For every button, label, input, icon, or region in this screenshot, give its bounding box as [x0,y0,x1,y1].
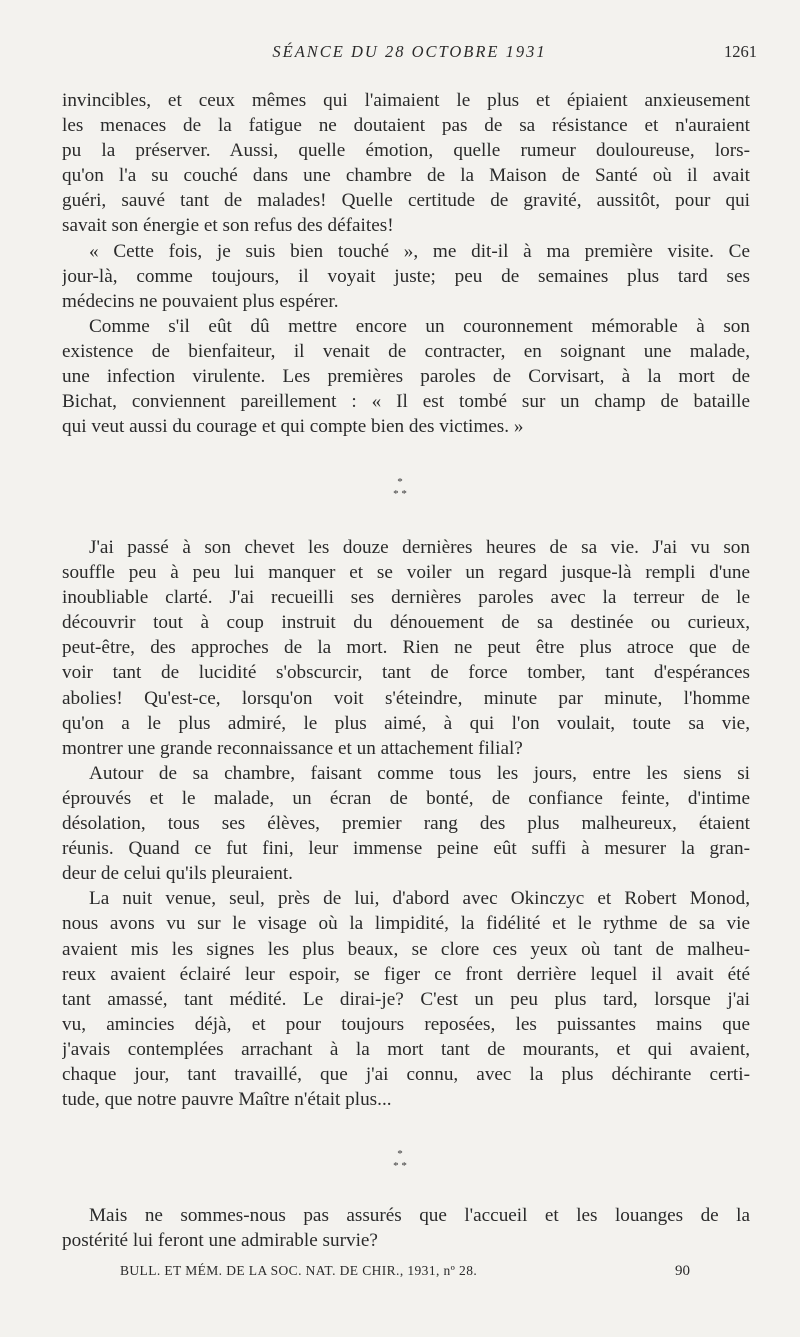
text-line: abolies! Qu'est-ce, lorsqu'on voit s'éteindre, minute par minute, l'homme [62,687,750,709]
journal-citation: BULL. ET MÉM. DE LA SOC. NAT. DE CHIR., 1931, nº 28. [120,1263,478,1278]
text-line: réunis. Quand ce fut fini, leur immense peine eût suffi à mesurer la gran- [62,838,750,860]
text-line: voir tant de lucidité s'obscurcir, tant de force tomber, tant d'espérances [62,662,750,684]
text-line: souffle peu à peu lui manquer et se voiler un regard jusque-là rempli d'une [62,562,750,584]
text-line: les menaces de la fatigue ne doutaient pas de sa résistance et n'auraient [62,115,750,137]
text-line: qu'on a le plus admiré, le plus aimé, à qui l'on voulait, toute sa vie, [62,712,750,734]
section-2-text [62,535,750,1112]
text-line: découvrir tout à coup instruit du dénouement de sa destinée ou curieux, [62,612,750,634]
text-line: qui veut aussi du courage et qui compte bien des victimes. » [62,416,524,438]
text-line: La nuit venue, seul, près de lui, d'abord avec Okinczyc et Robert Monod, [89,888,750,910]
text-line: « Cette fois, je suis bien touché », me dit-il à ma première visite. Ce [89,240,750,262]
text-line: qu'on l'a su couché dans une chambre de la Maison de Santé où il avait [62,165,750,187]
text-line: médecins ne pouvaient plus espérer. [62,290,339,312]
text-line: nous avons vu sur le visage où la limpidité, la fidélité et le rythme de sa vie [62,913,750,935]
text-line: Autour de sa chambre, faisant comme tous les jours, entre les siens si [89,762,750,784]
section-3-text [62,1203,750,1253]
text-line: reux avaient éclairé leur espoir, se figer ce front derrière lequel il avait été [62,963,750,985]
text-line: j'avais contemplées arrachant à la mort tant de mourants, et qui avaient, [62,1038,750,1060]
text-line: Mais ne sommes-nous pas assurés que l'accueil et les louanges de la [89,1205,750,1226]
text-line: guéri, sauvé tant de malades! Quelle certitude de gravité, aussitôt, pour qui [62,190,750,212]
text-line: désolation, tous ses élèves, premier rang des plus malheureux, étaient [62,813,750,835]
text-line: Bichat, conviennent pareillement : « Il est tombé sur un champ de bataille [62,391,750,413]
text-line: chaque jour, tant travaillé, que j'ai connu, avec la plus déchirante certi- [62,1063,750,1085]
section-break-asterism: * * * [393,1148,407,1172]
text-line: deur de celui qu'ils pleuraient. [62,863,293,885]
page-header [62,42,757,66]
text-line: Comme s'il eût dû mettre encore un couronnement mémorable à son [89,315,750,337]
text-line: invincibles, et ceux mêmes qui l'aimaient le plus et épiaient anxieusement [62,90,750,111]
text-line: J'ai passé à son chevet les douze dernières heures de sa vie. J'ai vu son [89,537,750,558]
text-line: tude, que notre pauvre Maître n'était plus... [62,1089,392,1111]
page-footer [120,1263,690,1285]
text-line: postérité lui feront une admirable survie? [62,1230,378,1252]
text-line: savait son énergie et son refus des défaites! [62,215,394,237]
page-number: 1261 [724,42,757,61]
text-line: une infection virulente. Les premières paroles de Corvisart, à la mort de [62,366,750,388]
text-line: avaient mis les signes les plus beaux, se clore ces yeux où tant de malheu- [62,938,750,960]
text-line: éprouvés et le malade, un écran de bonté, de confiance feinte, d'intime [62,787,750,809]
signature-mark: 90 [675,1263,690,1279]
text-line: existence de bienfaiteur, il venait de contracter, en soignant une malade, [62,340,750,362]
running-head: SÉANCE DU 28 OCTOBRE 1931 [272,42,547,61]
text-line: tant amassé, tant médité. Le dirai-je? C'est un peu plus tard, lorsque j'ai [62,988,750,1010]
section-1-text [62,88,750,439]
section-break-asterism: * * * [393,476,407,500]
text-line: jour-là, comme toujours, il voyait juste; peu de semaines plus tard ses [62,265,750,287]
text-line: inoubliable clarté. J'ai recueilli ses dernières paroles avec la terreur de le [62,587,750,609]
text-line: vu, amincies déjà, et pour toujours reposées, les puissantes mains que [62,1013,750,1035]
text-line: montrer une grande reconnaissance et un attachement filial? [62,737,523,759]
text-line: pu la préserver. Aussi, quelle émotion, quelle rumeur douloureuse, lors- [62,140,750,162]
text-line: peut-être, des approches de la mort. Rien ne peut être plus atroce que de [62,637,750,659]
